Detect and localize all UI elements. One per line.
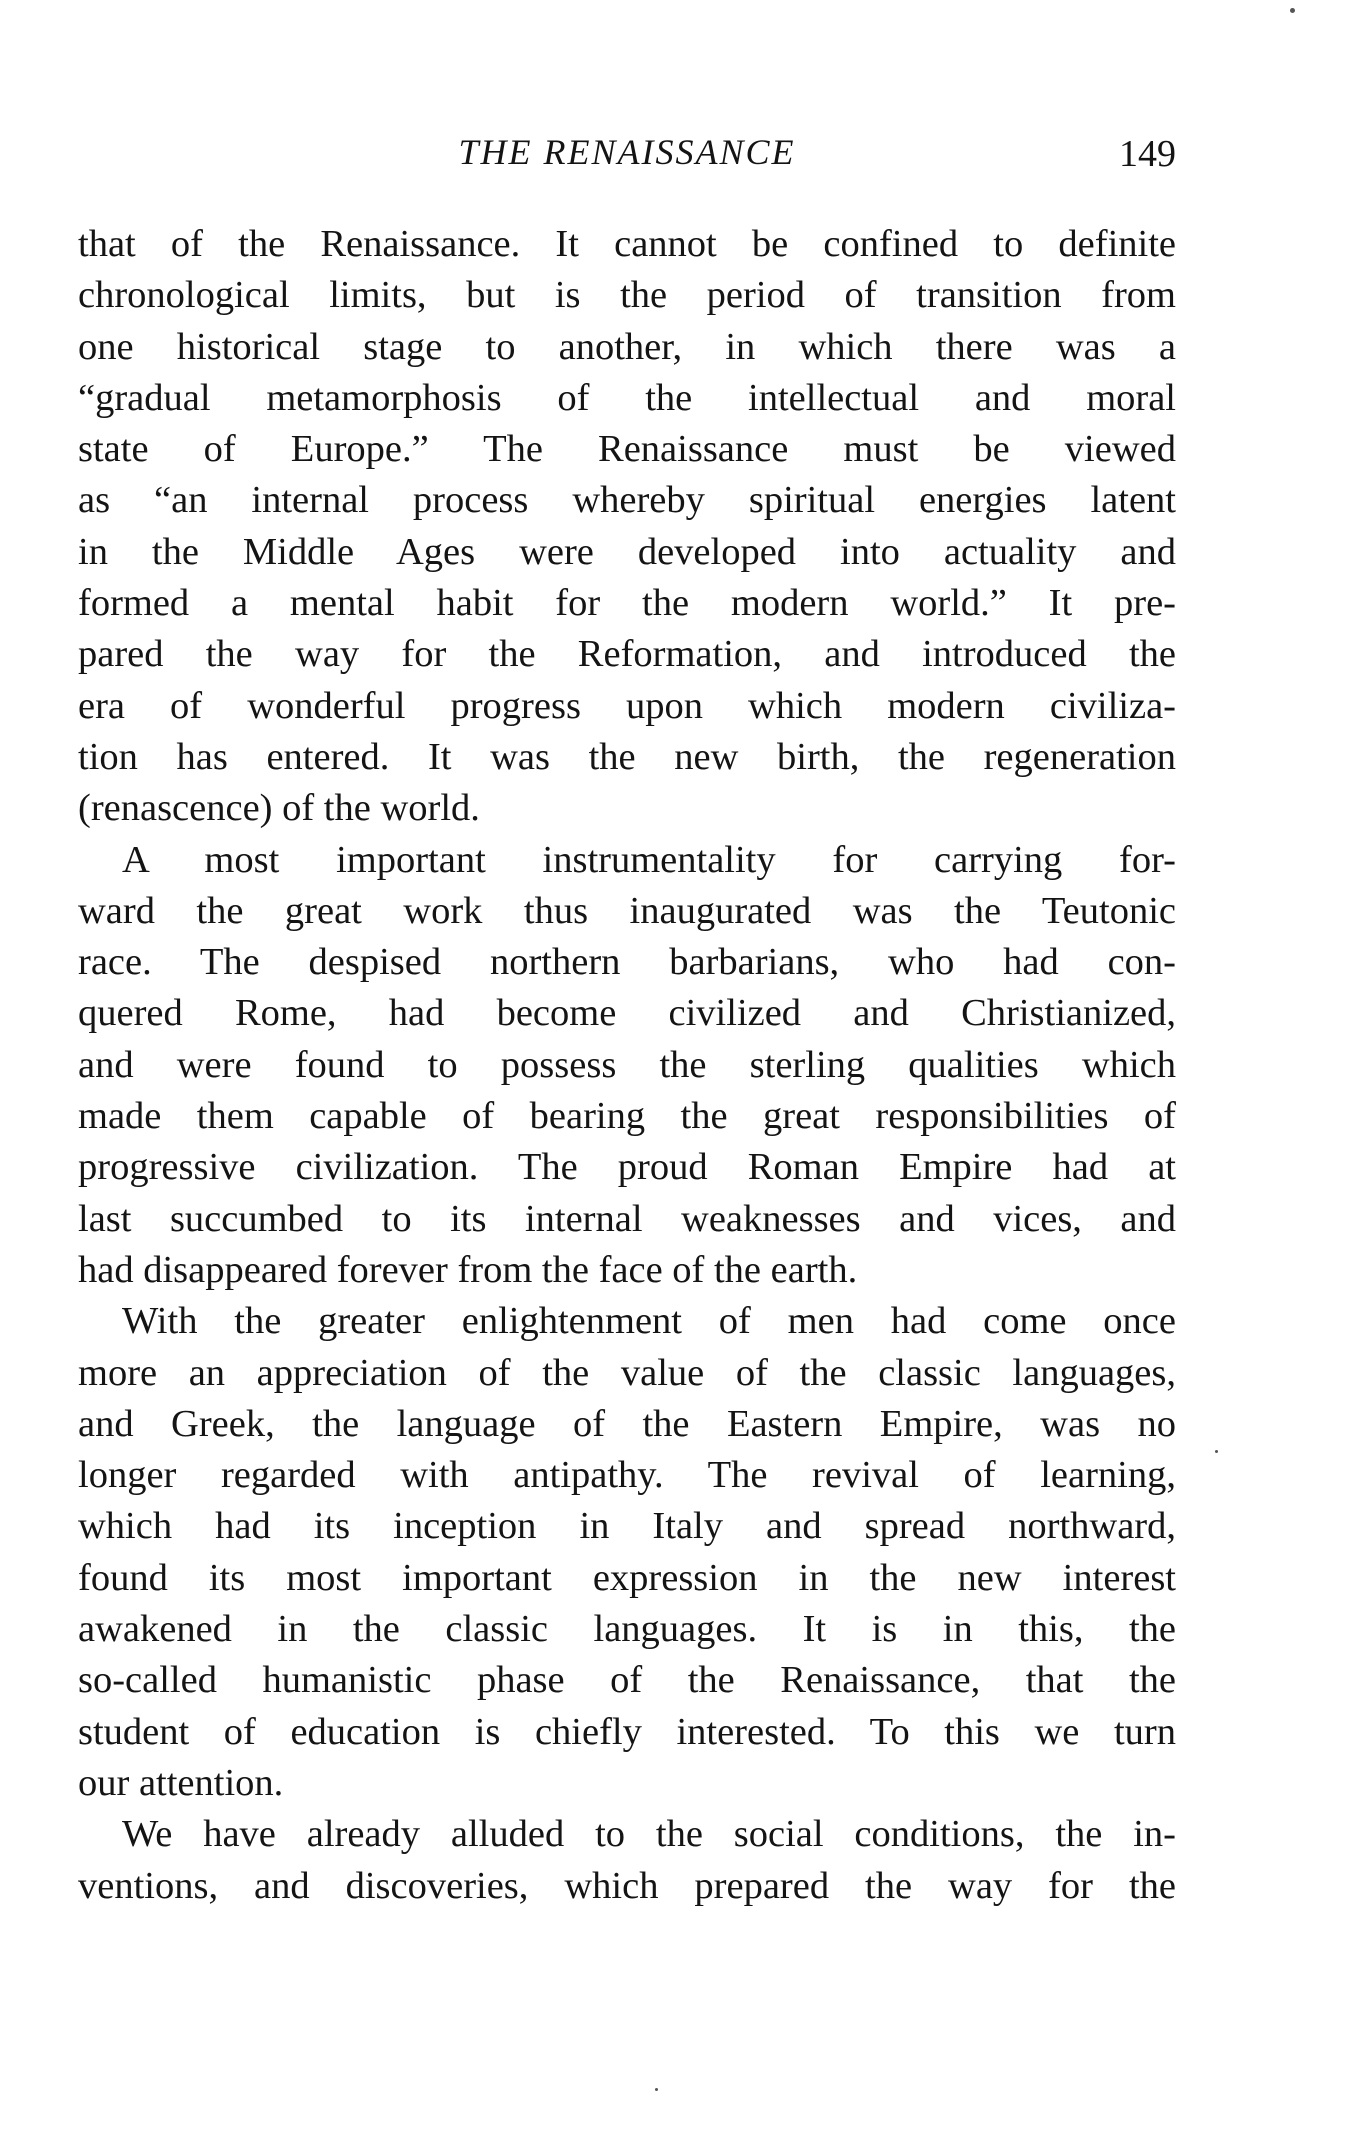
text-line: had disappeared forever from the face of the earth. (78, 1248, 858, 1291)
text-line: that of the Renaissance. It cannot be confined to definite (78, 223, 1176, 265)
text-line: era of wonderful progress upon which modern civiliza- (78, 684, 1176, 727)
text-line: which had its inception in Italy and spread northward, (78, 1505, 1176, 1548)
paragraph (78, 1296, 1176, 1809)
text-line: ventions, and discoveries, which prepared the way for the (78, 1864, 1176, 1907)
text-line: our attention. (78, 1761, 284, 1804)
text-line: chronological limits, but is the period of transition from (78, 274, 1176, 317)
text-line: and Greek, the language of the Eastern Empire, was no (78, 1402, 1176, 1445)
text-line: made them capable of bearing the great responsibilities of (78, 1095, 1176, 1138)
text-line: student of education is chiefly interested. To this we turn (78, 1710, 1176, 1753)
text-line: state of Europe.” The Renaissance must be viewed (78, 428, 1176, 471)
scan-speck (1290, 8, 1295, 13)
text-line: quered Rome, had become civilized and Christianized, (78, 992, 1176, 1035)
text-line: formed a mental habit for the modern world.” It pre- (78, 582, 1176, 625)
scan-speck (655, 2088, 658, 2091)
text-line: tion has entered. It was the new birth, the regeneration (78, 735, 1176, 778)
text-line: more an appreciation of the value of the classic languages, (78, 1351, 1176, 1394)
text-line: as “an internal process whereby spiritual energies latent (78, 479, 1176, 522)
text-line: ward the great work thus inaugurated was the Teutonic (78, 889, 1176, 932)
paragraph (78, 219, 1176, 835)
text-line: and were found to possess the sterling qualities which (78, 1043, 1176, 1086)
text-line: pared the way for the Reformation, and introduced the (78, 633, 1176, 676)
text-line: race. The despised northern barbarians, who had con- (78, 941, 1176, 984)
text-line: (renascence) of the world. (78, 787, 480, 830)
body-text (78, 219, 1176, 1912)
text-line: longer regarded with antipathy. The revival of learning, (78, 1454, 1176, 1497)
running-title: THE RENAISSANCE (458, 132, 796, 172)
text-line: in the Middle Ages were developed into actuality and (78, 530, 1176, 573)
page-number: 149 (1119, 133, 1176, 175)
text-line: so-called humanistic phase of the Renaissance, that the (78, 1659, 1176, 1702)
text-line: We have already alluded to the social conditions, the in- (122, 1813, 1176, 1856)
text-line: With the greater enlightenment of men had come once (122, 1300, 1176, 1343)
paragraph (78, 1809, 1176, 1912)
scan-speck (1215, 1450, 1218, 1453)
text-line: A most important instrumentality for carrying for- (122, 838, 1176, 881)
text-line: “gradual metamorphosis of the intellectual and moral (78, 376, 1176, 419)
text-line: awakened in the classic languages. It is in this, the (78, 1608, 1176, 1651)
text-line: last succumbed to its internal weaknesses and vices, and (78, 1197, 1176, 1240)
text-line: found its most important expression in the new interest (78, 1556, 1176, 1599)
text-line: progressive civilization. The proud Roman Empire had at (78, 1146, 1176, 1189)
paragraph (78, 835, 1176, 1297)
text-line: one historical stage to another, in which there was a (78, 325, 1176, 368)
running-header (78, 130, 1176, 174)
